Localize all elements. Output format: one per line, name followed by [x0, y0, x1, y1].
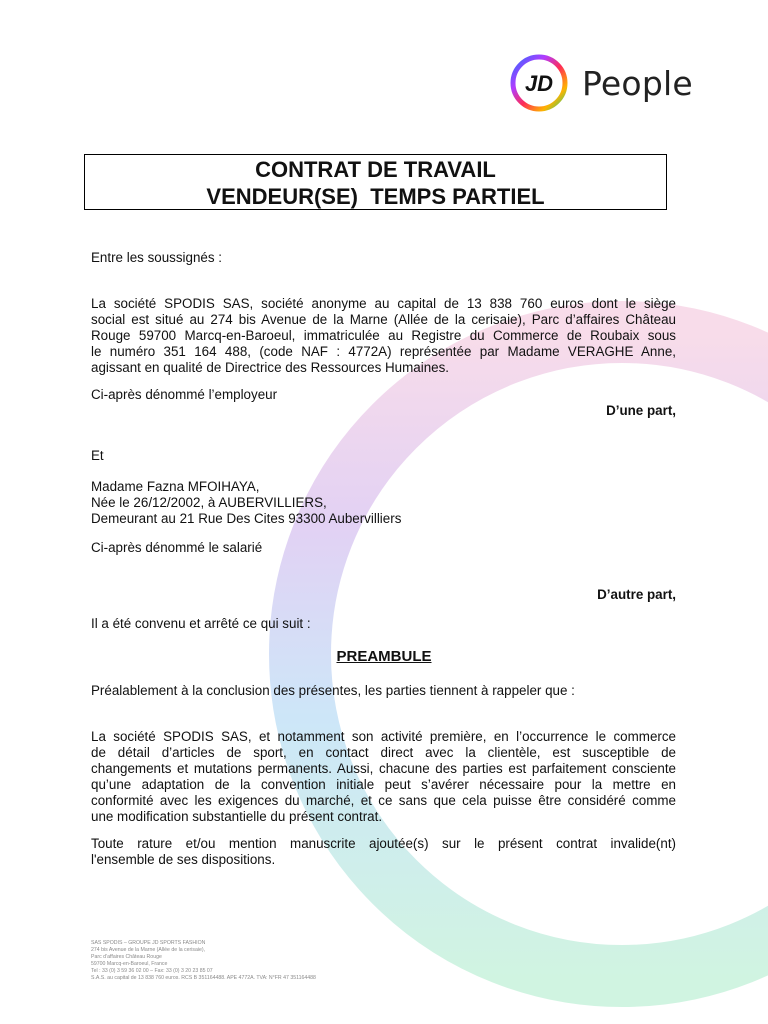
footer-line: Parc d’affaires Château Rouge [91, 953, 162, 960]
title-line-1: CONTRAT DE TRAVAIL [255, 157, 496, 182]
employer-line: La société SPODIS SAS, société anonyme au capital de 13 838 760 euros dont le siège [91, 296, 676, 311]
and-text: Et [91, 448, 104, 463]
employer-part-label: D’une part, [606, 403, 676, 418]
employee-part-label: D’autre part, [597, 587, 676, 602]
jd-logo-icon [510, 54, 568, 112]
preamble-heading: PREAMBULE [336, 648, 432, 665]
preamble-line: l'ensemble de ses dispositions. [91, 852, 276, 867]
footer-line: Tel : 33 (0) 3 59 36 02 00 – Fax: 33 (0) 3 20 23 85 07 [91, 967, 213, 974]
footer-line: S.A.S. au capital de 13 838 760 euros. RCS B 351164488. APE 4772A. TVA: N°FR 47 351164488 [91, 974, 316, 981]
preamble-intro: Préalablement à la conclusion des présentes, les parties tiennent à rappeler que : [91, 683, 575, 698]
employer-line: le numéro 351 164 488, (code NAF : 4772A) représentée par Madame VERAGHE Anne, [91, 344, 676, 359]
preamble-heading-container [0, 648, 768, 666]
employer-line: agissant en qualité de Directrice des Ressources Humaines. [91, 360, 450, 375]
intro-text: Entre les soussignés : [91, 250, 222, 265]
preamble-paragraph-1 [91, 729, 676, 825]
preamble-line: Toute rature et/ou mention manuscrite ajoutée(s) sur le présent contrat invalide(nt) [91, 836, 676, 851]
employer-paragraph [91, 296, 676, 376]
employer-designation: Ci-après dénommé l’employeur [91, 387, 278, 402]
title-line-2: VENDEUR(SE) TEMPS PARTIEL [206, 184, 545, 209]
preamble-line: La société SPODIS SAS, et notamment son activité première, en l’occurrence le commerce [91, 729, 676, 744]
brand-name: People [582, 63, 693, 103]
employee-address: Demeurant au 21 Rue Des Cites 93300 Aubervilliers [91, 511, 402, 526]
preamble-line: de détail d’articles de sport, en contact direct avec la clientèle, est susceptible de [91, 745, 676, 760]
preamble-line: qu’une adaptation de la convention initiale peut s’avérer nécessaire pour la mettre en [91, 777, 676, 792]
employer-line: Rouge 59700 Marcq-en-Baroeul, immatriculée au Registre du Commerce de Roubaix sous [91, 328, 676, 343]
preamble-line: changements et mutations permanents. Aussi, chacune des parties est parfaitement consciente [91, 761, 676, 776]
jd-people-logo [510, 52, 693, 114]
employee-name: Madame Fazna MFOIHAYA, [91, 479, 260, 494]
footer-line: 59700 Marcq-en-Baroeul, France [91, 960, 168, 967]
employee-designation: Ci-après dénommé le salarié [91, 540, 263, 555]
employee-block [91, 479, 676, 527]
preamble-paragraph-2 [91, 836, 676, 868]
preamble-line: conformité avec les exigences du marché, et ce sans que cela puisse être considéré comme [91, 793, 676, 808]
jd-logo-letters: JD [524, 71, 554, 96]
employer-line: social est situé au 274 bis Avenue de la Marne (Allée de la cerisaie), Parc d’affaires Château [91, 312, 676, 327]
contract-title [84, 154, 667, 210]
company-footer [91, 940, 316, 981]
agreed-text: Il a été convenu et arrêté ce qui suit : [91, 616, 311, 631]
footer-line: SAS SPODIS – GROUPE JD SPORTS FASHION [91, 940, 206, 946]
footer-line: 274 bis Avenue de la Marne (Allée de la cerisaie), [91, 946, 206, 953]
employee-birth: Née le 26/12/2002, à AUBERVILLIERS, [91, 495, 327, 510]
preamble-line: une modification substantielle du présent contrat. [91, 809, 383, 824]
